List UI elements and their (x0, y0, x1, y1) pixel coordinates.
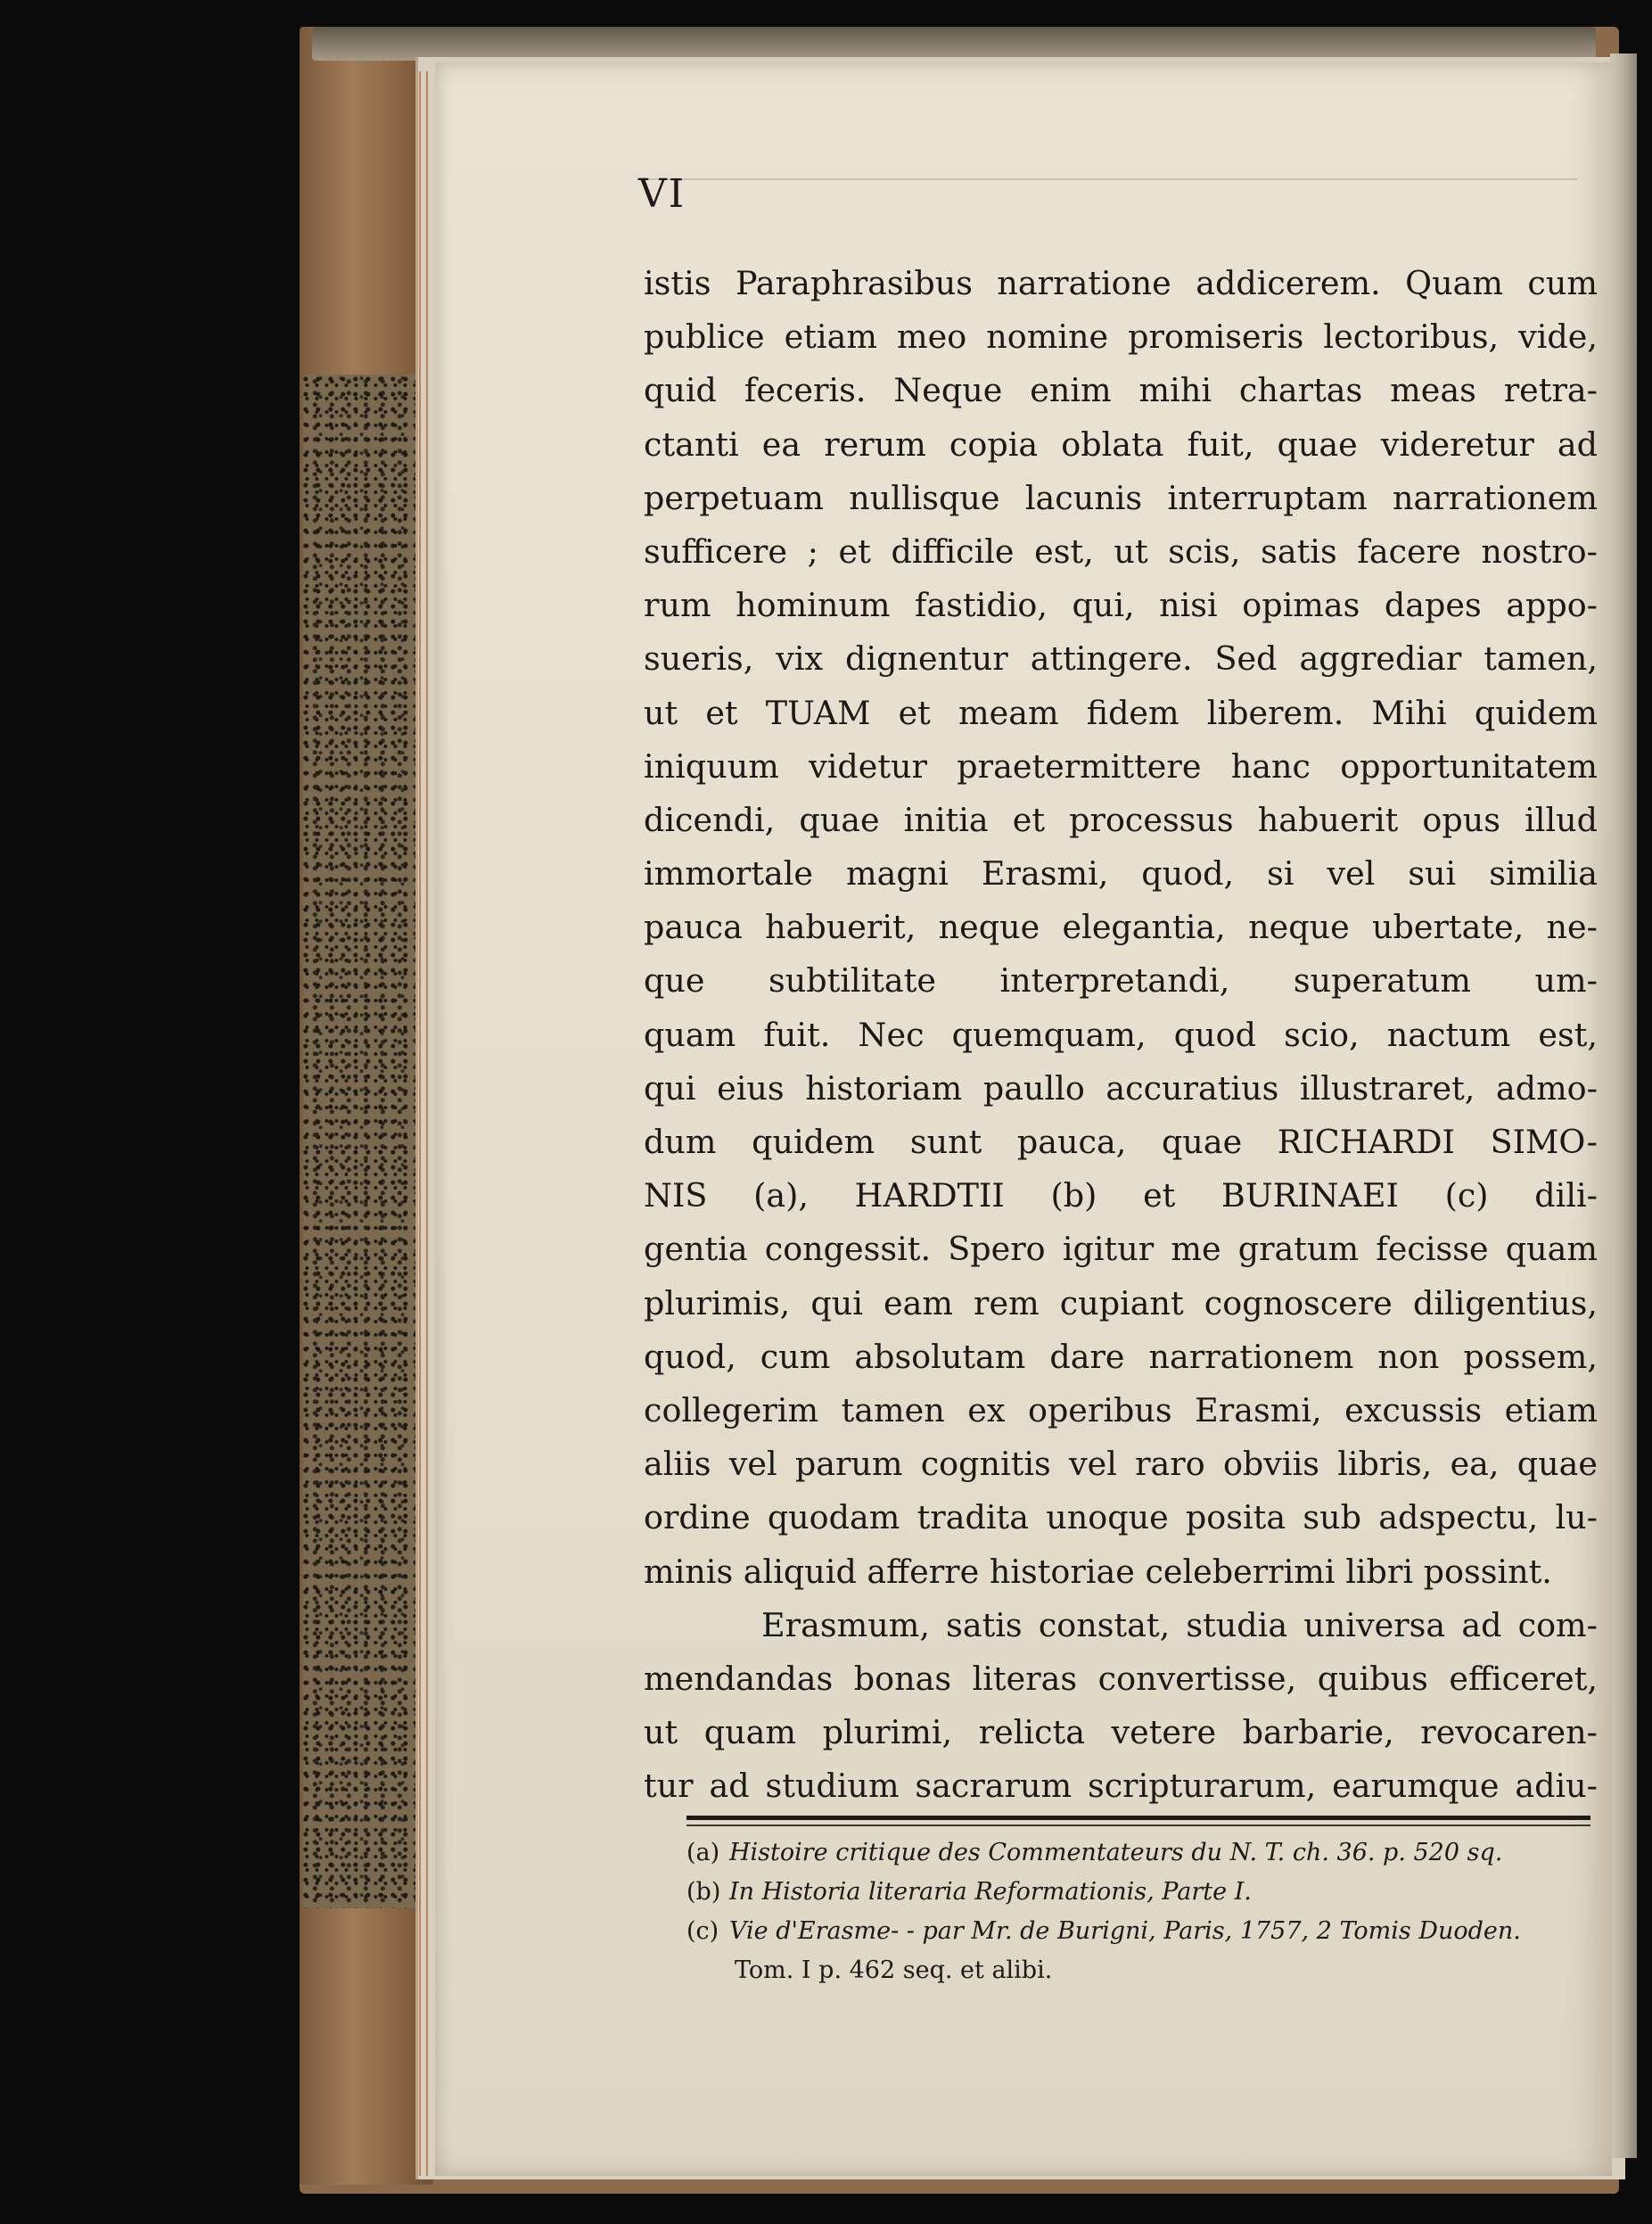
text-line: dum quidem sunt pauca, quae RICHARDI SIMO- (644, 1123, 1598, 1161)
footnote-text: Histoire critique des Commentateurs du N. T. ch. 36. p. 520 sq. (729, 1839, 1503, 1866)
text-line: qui eius historiam paullo accuratius illustraret, admo- (644, 1068, 1598, 1108)
header-rule (642, 178, 1578, 180)
text-line: quod, cum absolutam dare narrationem non possem, (644, 1337, 1598, 1376)
text-line: dicendi, quae initia et processus habuerit opus illud (644, 800, 1598, 839)
text-line: sufficere ; et difficile est, ut scis, satis facere nostro- (644, 531, 1598, 571)
footnote-a (686, 1833, 1596, 1873)
page-number: VI (638, 171, 686, 217)
text-line: perpetuam nullisque lacunis interruptam narrationem (644, 478, 1598, 517)
footnote-mark: (a) (686, 1839, 720, 1866)
footnote-rule (686, 1825, 1590, 1826)
footnote-b (686, 1873, 1596, 1912)
text-line: iniquum videtur praetermittere hanc opportunitatem (644, 746, 1598, 786)
text-line: aliis vel parum cognitis vel raro obviis libris, ea, quae (644, 1445, 1598, 1484)
text-line: plurimis, qui eam rem cupiant cognoscere diligentius, (644, 1283, 1598, 1322)
text-line: mendandas bonas literas convertisse, quibus efficeret, (644, 1659, 1598, 1698)
footnotes (686, 1833, 1596, 1990)
text-line: ctanti ea rerum copia oblata fuit, quae videretur ad (644, 424, 1598, 464)
footnote-rule (686, 1816, 1590, 1820)
footnote-text: Vie d'Erasme- - par Mr. de Burigni, Paris, 1757, 2 Tomis Duoden. (729, 1917, 1521, 1945)
body-text (644, 257, 1598, 1813)
text-line: collegerim tamen ex operibus Erasmi, excussis etiam (644, 1390, 1598, 1429)
text-line: NIS (a), HARDTII (b) et BURINAEI (c) dili- (644, 1176, 1598, 1215)
footnote-text: In Historia literaria Reformationis, Parte I. (729, 1878, 1252, 1906)
text-line: rum hominum fastidio, qui, nisi opimas dapes appo- (644, 586, 1598, 625)
paragraph-start-line: Erasmum, satis constat, studia universa ad com- (761, 1605, 1598, 1644)
text-line: ordine quodam tradita unoque posita sub adspectu, lu- (644, 1498, 1598, 1537)
text-line: sueris, vix dignentur attingere. Sed aggrediar tamen, (644, 639, 1598, 679)
text-line: que subtilitate interpretandi, superatum um- (644, 961, 1598, 1001)
text-line: publice etiam meo nomine promiseris lectoribus, vide, (644, 317, 1598, 357)
text-line: tur ad studium sacrarum scripturarum, earumque adiu- (644, 1767, 1598, 1806)
page-edge-line (426, 71, 428, 2176)
footnote-mark: (c) (686, 1917, 719, 1945)
footnote-c (686, 1912, 1596, 1951)
page-gutter-fold (1610, 54, 1637, 2158)
text-line: istis Paraphrasibus narratione addicerem. Quam cum (644, 264, 1598, 302)
book-top-edge (312, 27, 1596, 61)
speckled-cover-board (303, 375, 428, 1908)
text-line: pauca habuerit, neque elegantia, neque ubertate, ne- (644, 908, 1598, 947)
footnote-c-continuation: Tom. I p. 462 seq. et alibi. (735, 1956, 1053, 1984)
text-line: gentia congessit. Spero igitur me gratum fecisse quam (644, 1230, 1598, 1269)
text-line: quid feceris. Neque enim mihi chartas meas retra- (644, 371, 1598, 410)
footnote-mark: (b) (686, 1878, 721, 1906)
text-line: minis aliquid afferre historiae celeberrimi libri possint. (644, 1552, 1552, 1591)
text-line: quam fuit. Nec quemquam, quod scio, nactum est, (644, 1015, 1598, 1054)
page-edge-line (419, 71, 421, 2176)
text-line: immortale magni Erasmi, quod, si vel sui similia (644, 854, 1598, 894)
text-line: ut quam plurimi, relicta vetere barbarie, revocaren- (644, 1713, 1598, 1752)
text-line: ut et TUAM et meam fidem liberem. Mihi quidem (644, 693, 1598, 732)
